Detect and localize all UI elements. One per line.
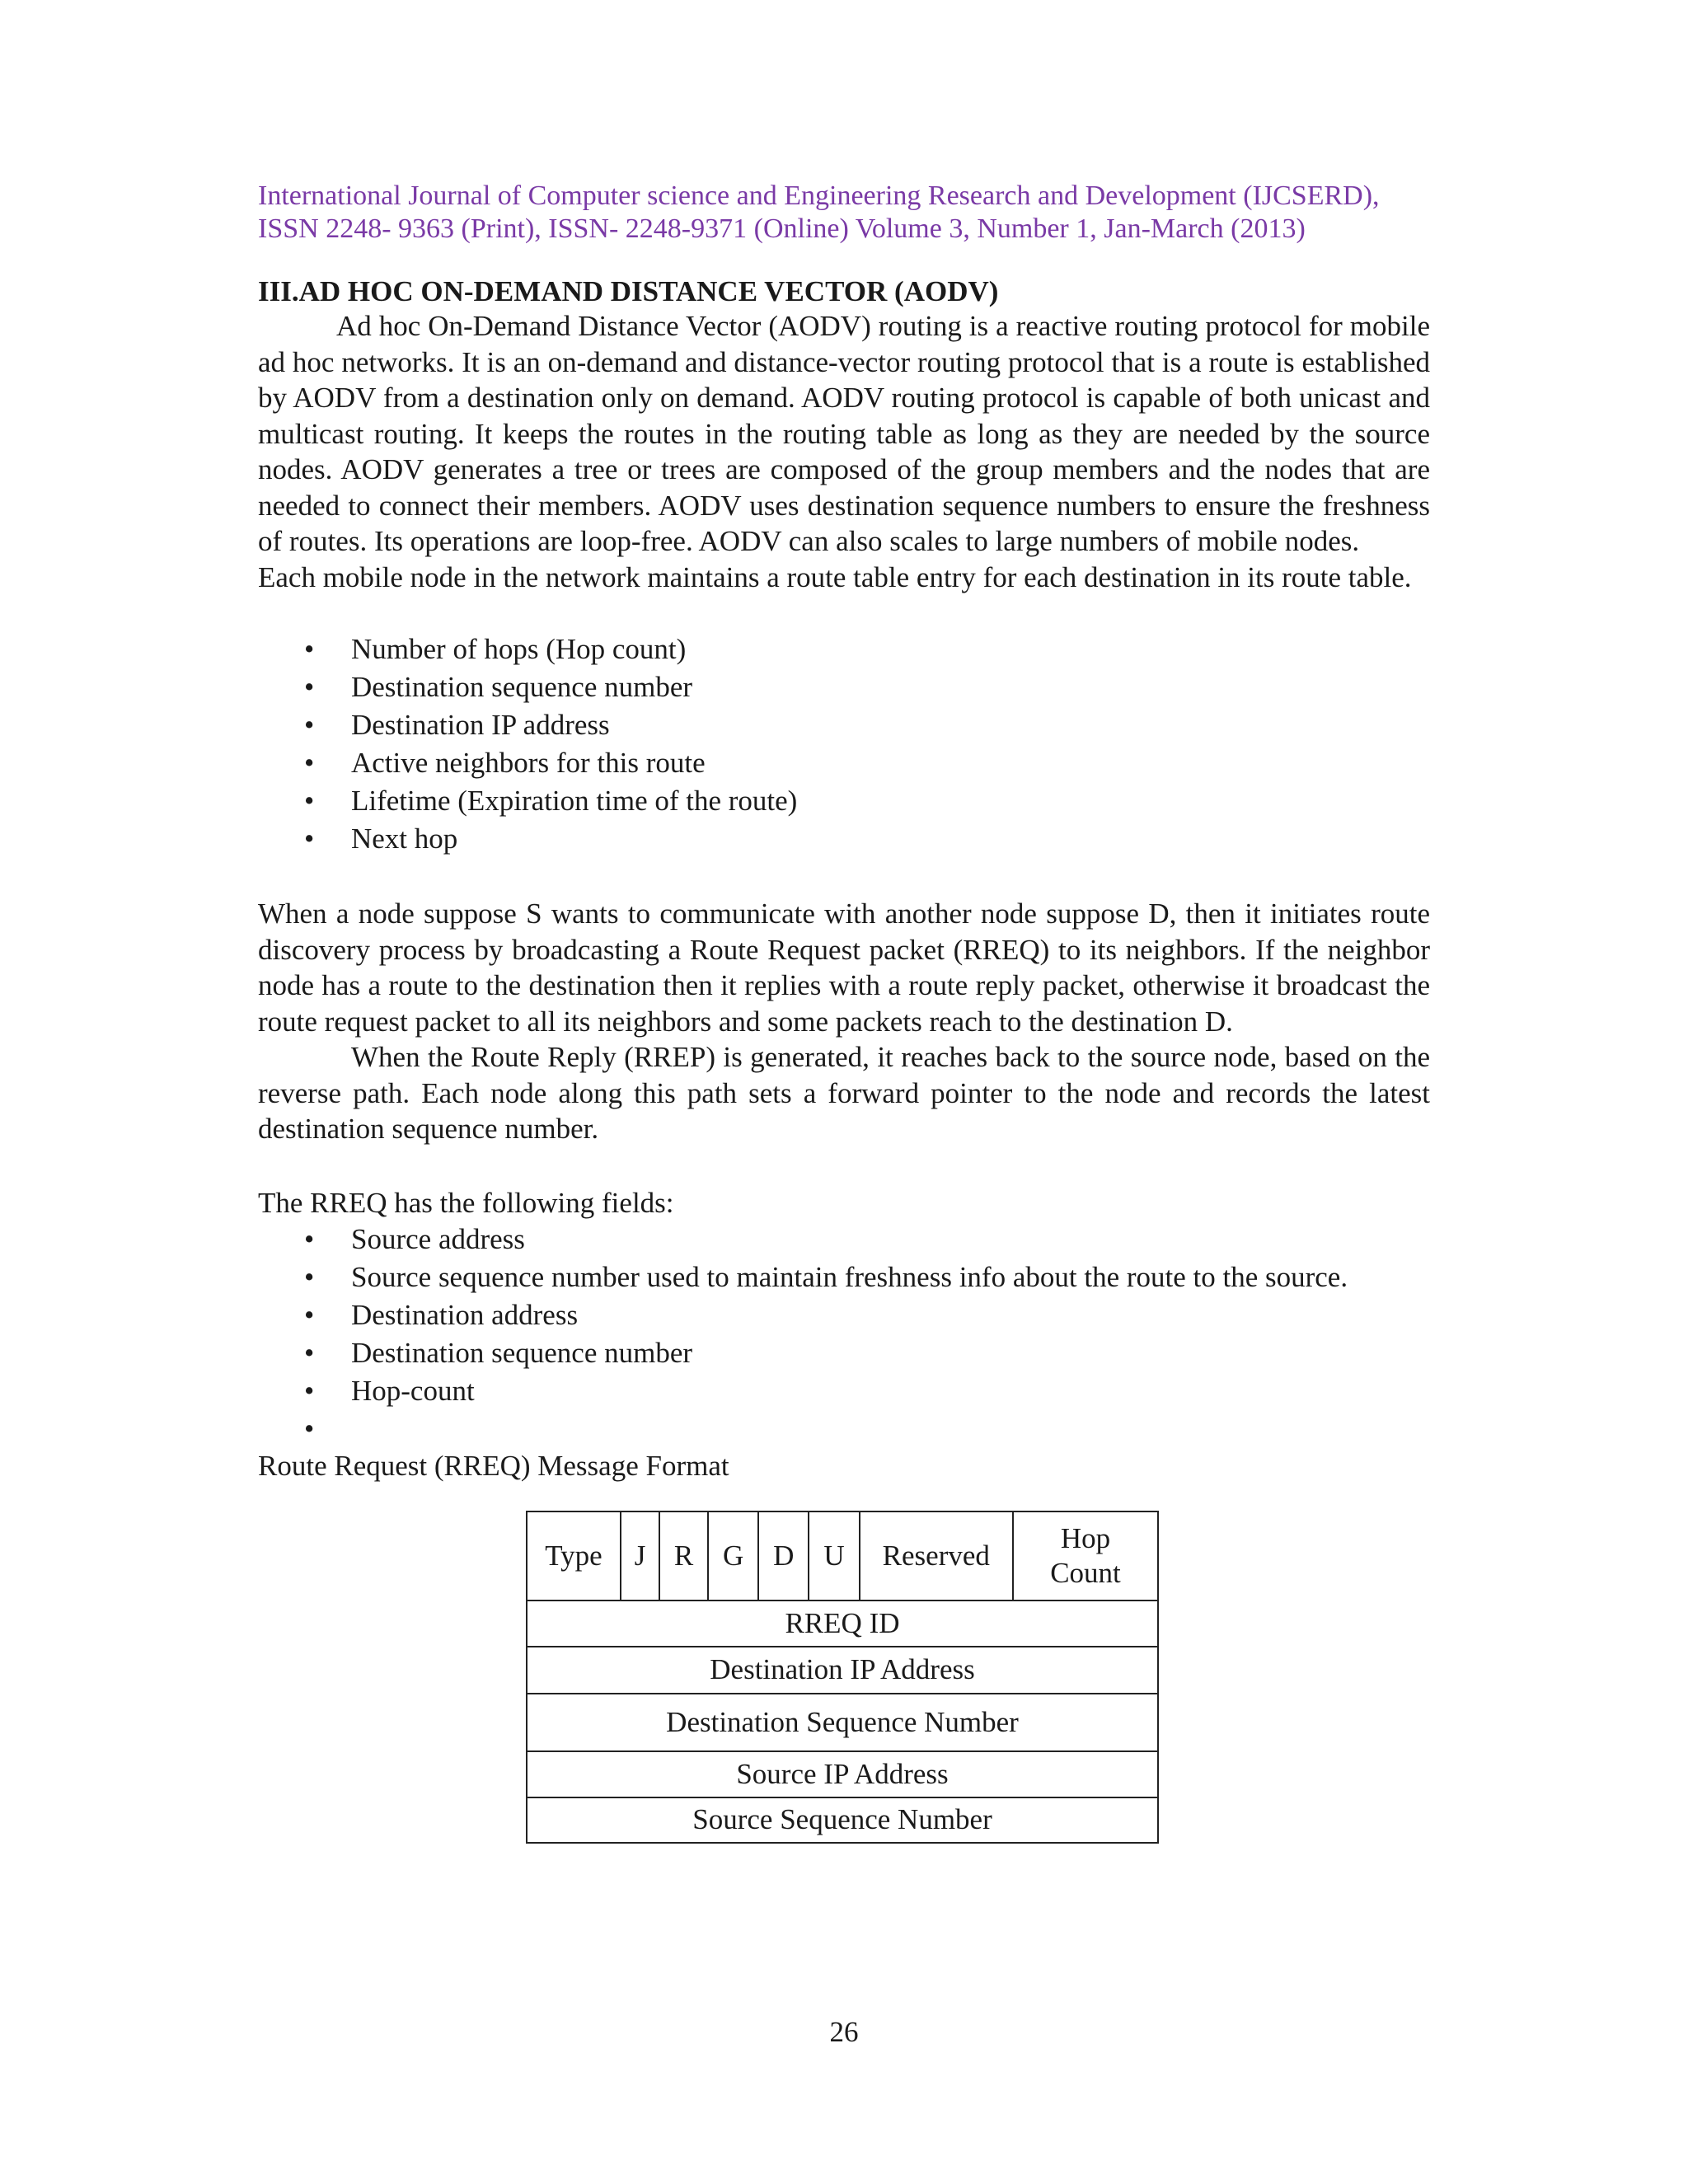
table-row: [527, 1647, 1158, 1694]
rreq-field-list: [258, 1221, 1430, 1448]
table-row: [527, 1751, 1158, 1797]
list-item: • Source sequence number used to maintain freshness info about the route to the source.: [258, 1258, 1430, 1296]
bullet-icon: •: [304, 785, 315, 817]
table-cell: J: [621, 1511, 659, 1601]
bullet-icon: •: [304, 1298, 315, 1331]
page-number: 26: [829, 2016, 859, 2048]
section-heading: III.AD HOC ON-DEMAND DISTANCE VECTOR (AODV): [258, 275, 999, 307]
route-discovery-paragraph: When a node suppose S wants to communicate with another node suppose D, then it initiates route discovery process by broadcasting a Route Request packet (RREQ) to its neighbors. If the neighbor node has a route to the destination then it replies with a route reply packet, otherwise it broadcast the route request packet to all its neighbors and some packets reach to the destination D.: [258, 898, 1430, 1038]
bullet-icon: •: [304, 1374, 315, 1407]
spacer: [258, 858, 1430, 896]
bullet-icon: •: [304, 1336, 315, 1369]
table-cell: Source IP Address: [527, 1751, 1158, 1797]
page-body: [258, 180, 1430, 1844]
header-line-1: International Journal of Computer science and Engineering Research and Development (IJCSERD),: [258, 180, 1380, 211]
bullet-icon: •: [304, 1412, 315, 1445]
table-cell: D: [758, 1511, 809, 1601]
table-row: [527, 1601, 1158, 1647]
table-row: [527, 1694, 1158, 1751]
list-item: • Lifetime (Expiration time of the route): [258, 782, 1430, 820]
list-item: • Active neighbors for this route: [258, 744, 1430, 782]
list-item: • Destination IP address: [258, 706, 1430, 744]
list-item: • Number of hops (Hop count): [258, 630, 1430, 668]
table-cell: Reserved: [860, 1511, 1013, 1601]
list-item: • Destination sequence number: [258, 668, 1430, 706]
intro-paragraph: Ad hoc On-Demand Distance Vector (AODV) routing is a reactive routing protocol for mobile ad hoc networks. It is an on-demand and distance-vector routing protocol that is a route is established by AODV from a destination only on demand. AODV routing protocol is capable of both unicast and multicast routing. It keeps the routes in the routing table as long as they are needed by the source nodes. AODV generates a tree or trees are composed of the group members and the nodes that are needed to connect their members. AODV uses destination sequence numbers to ensure the freshness of routes. Its operations are loop-free. AODV can also scales to large numbers of mobile nodes.: [258, 310, 1430, 557]
list-item: • Next hop: [258, 820, 1430, 858]
table-cell: Destination Sequence Number: [527, 1694, 1158, 1751]
table-cell: U: [809, 1511, 859, 1601]
bullet-icon: •: [304, 633, 315, 665]
table-row: [527, 1511, 1158, 1601]
bullet-icon: •: [304, 709, 315, 741]
table-cell: Type: [527, 1511, 621, 1601]
spacer: [258, 1147, 1430, 1185]
header-line-2: ISSN 2248- 9363 (Print), ISSN- 2248-9371 (Online) Volume 3, Number 1, Jan-March (2013): [258, 213, 1306, 244]
bullet-icon: •: [304, 823, 315, 855]
table-cell: Source Sequence Number: [527, 1797, 1158, 1843]
table-row: [527, 1797, 1158, 1843]
rreq-format-table: [526, 1511, 1159, 1844]
spacer: [258, 595, 1430, 630]
table-cell: Hop Count: [1013, 1511, 1158, 1601]
table-cell: RREQ ID: [527, 1601, 1158, 1647]
table-cell: R: [659, 1511, 708, 1601]
route-table-list: [258, 630, 1430, 858]
list-item: • Destination address: [258, 1296, 1430, 1334]
table-caption: Route Request (RREQ) Message Format: [258, 1449, 729, 1482]
table-cell: G: [708, 1511, 758, 1601]
journal-header: [258, 180, 1430, 246]
list-item: [258, 1410, 1430, 1448]
route-reply-paragraph: When the Route Reply (RREP) is generated, it reaches back to the source node, based on the reverse path. Each node along this path sets a forward pointer to the node and records the latest destination sequence number.: [258, 1041, 1430, 1145]
list-item: • Destination sequence number: [258, 1334, 1430, 1372]
bullet-icon: •: [304, 1260, 315, 1293]
list-item: • Source address: [258, 1221, 1430, 1258]
bullet-icon: •: [304, 747, 315, 779]
table-cell: Destination IP Address: [527, 1647, 1158, 1694]
route-table-paragraph: Each mobile node in the network maintains a route table entry for each destination in its route table.: [258, 560, 1412, 593]
bullet-icon: •: [304, 671, 315, 703]
rreq-intro: The RREQ has the following fields:: [258, 1186, 674, 1219]
bullet-icon: •: [304, 1222, 315, 1255]
list-item: • Hop-count: [258, 1372, 1430, 1410]
